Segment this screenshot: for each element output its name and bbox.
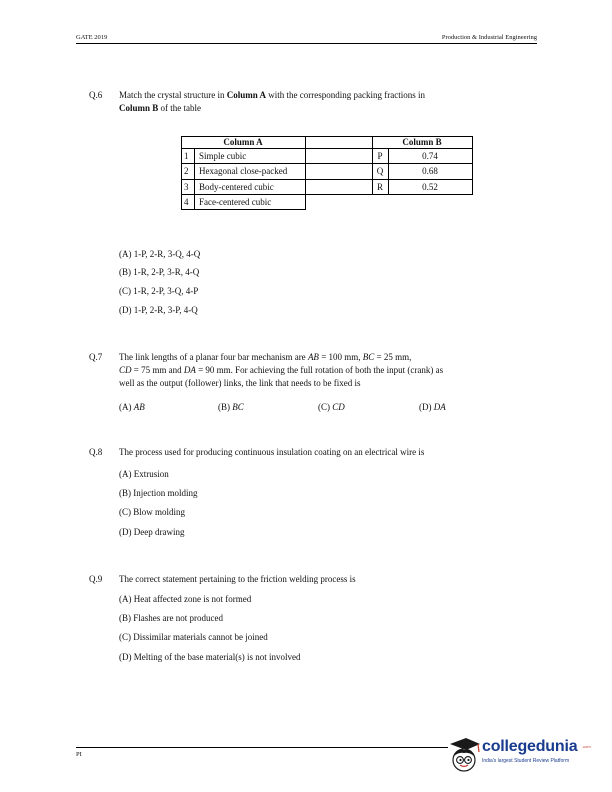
- mascot-icon: [446, 736, 482, 776]
- q6-line-2: [119, 102, 201, 114]
- footer-rule: [76, 747, 448, 748]
- q9-option-b[interactable]: (B) Flashes are not produced: [119, 613, 223, 623]
- table-rule-row1: [181, 163, 473, 164]
- q7-option-b-value: BC: [232, 402, 244, 412]
- q7-l1-ab: AB: [307, 352, 319, 362]
- q7-option-d-label: (D): [419, 402, 434, 412]
- q6-option-a[interactable]: (A) 1-P, 2-R, 3-Q, 4-Q: [119, 249, 201, 259]
- q6-line-1-post: with the corresponding packing fractions in: [265, 90, 425, 100]
- q7-l1-b: = 100 mm,: [318, 352, 363, 362]
- col-a-row-2-num: 2: [184, 166, 189, 176]
- q6-option-d[interactable]: (D) 1-P, 2-R, 3-P, 4-Q: [119, 305, 198, 315]
- q6-line-1-pre: Match the crystal structure in: [119, 90, 227, 100]
- q7-l2-cd: CD: [119, 365, 132, 375]
- q7-option-c-value: CD: [332, 402, 345, 412]
- col-b-row-3-value: 0.52: [422, 182, 438, 192]
- col-a-row-3-num: 3: [184, 182, 189, 192]
- q7-l2-da: DA: [183, 365, 196, 375]
- table-rule-row3: [181, 194, 473, 195]
- q7-l2-b: = 90 mm. For achieving the full rotation of both the input (crank) as: [195, 365, 444, 375]
- q7-option-d[interactable]: [419, 401, 446, 413]
- table-vline-num: [194, 148, 195, 210]
- col-a-row-4-num: 4: [184, 197, 189, 207]
- q7-option-b[interactable]: [218, 401, 244, 413]
- q6-line-2-bold: Column B: [119, 103, 159, 113]
- header-left: GATE 2019: [76, 34, 108, 41]
- q7-option-a[interactable]: [119, 401, 145, 413]
- q8-option-c[interactable]: (C) Blow molding: [119, 507, 186, 517]
- q6-option-c[interactable]: (C) 1-R, 2-P, 3-Q, 4-P: [119, 286, 199, 296]
- col-b-row-2-value: 0.68: [422, 166, 438, 176]
- col-a-row-3-text: Body-centered cubic: [199, 182, 274, 192]
- q9-option-a[interactable]: (A) Heat affected zone is not formed: [119, 594, 252, 604]
- col-a-row-2-text: Hexagonal close-packed: [199, 166, 288, 176]
- q9-option-c[interactable]: (C) Dissimilar materials cannot be joined: [119, 632, 268, 642]
- header-right: Production & Industrial Engineering: [441, 34, 537, 41]
- q7-option-a-label: (A): [119, 402, 134, 412]
- table-vline-right: [472, 136, 473, 195]
- q8-text: The process used for producing continuous insulation coating on an electrical wire is: [119, 447, 425, 457]
- brand-tagline: India's largest Student Review Platform: [482, 758, 570, 764]
- q7-l1-c: = 25 mm,: [374, 352, 412, 362]
- q9-text: The correct statement pertaining to the friction welding process is: [119, 574, 356, 584]
- q6-line-1-bold: Column A: [226, 90, 266, 100]
- q8-option-b[interactable]: (B) Injection molding: [119, 488, 198, 498]
- q6-line-1: [119, 89, 425, 101]
- col-b-row-1-value: 0.74: [422, 151, 438, 161]
- q8-option-d[interactable]: (D) Deep drawing: [119, 527, 185, 537]
- q7-option-d-value: DA: [433, 402, 446, 412]
- q7-option-b-label: (B): [218, 402, 233, 412]
- header-rule: [76, 43, 537, 44]
- q9-option-d[interactable]: (D) Melting of the base material(s) is not involved: [119, 652, 301, 662]
- table-rule-header: [181, 148, 473, 149]
- q7-l1-bc: BC: [362, 352, 375, 362]
- q7-l1-a: The link lengths of a planar four bar mechanism are: [119, 352, 308, 362]
- q7-l2-a: = 75 mm and: [131, 365, 184, 375]
- q7-option-a-value: AB: [133, 402, 145, 412]
- q6-number: Q.6: [89, 90, 103, 100]
- q8-number: Q.8: [89, 447, 103, 457]
- q6-line-2-post: of the table: [158, 103, 201, 113]
- q9-number: Q.9: [89, 574, 103, 584]
- brand-name: collegedunia: [482, 738, 578, 755]
- q8-option-a[interactable]: (A) Extrusion: [119, 469, 169, 479]
- q7-option-c[interactable]: [318, 401, 345, 413]
- col-b-row-2-key: Q: [376, 166, 384, 176]
- col-a-row-4-text: Face-centered cubic: [199, 197, 272, 207]
- q7-line-1: [119, 351, 411, 363]
- q7-options-row: [0, 401, 612, 413]
- col-a-row-1-num: 1: [184, 151, 189, 161]
- brand-suffix: .com: [582, 744, 591, 749]
- q6-option-b[interactable]: (B) 1-R, 2-P, 3-R, 4-Q: [119, 267, 200, 277]
- table-rule-row2: [181, 179, 473, 180]
- q7-line-3: well as the output (follower) links, the link that needs to be fixed is: [119, 378, 361, 388]
- q7-option-c-label: (C): [318, 402, 333, 412]
- q7-line-2: [119, 364, 443, 376]
- col-a-row-1-text: Simple cubic: [199, 151, 247, 161]
- footer-left: PI: [76, 751, 82, 758]
- col-b-row-3-key: R: [376, 182, 383, 192]
- table-vline-mid-a: [305, 136, 306, 210]
- col-b-row-1-key: P: [377, 151, 383, 161]
- collegedunia-logo: [446, 736, 592, 776]
- column-a-header: Column A: [223, 137, 263, 147]
- column-b-header: Column B: [402, 137, 442, 147]
- q7-number: Q.7: [89, 352, 103, 362]
- table-rule-row4: [181, 209, 305, 210]
